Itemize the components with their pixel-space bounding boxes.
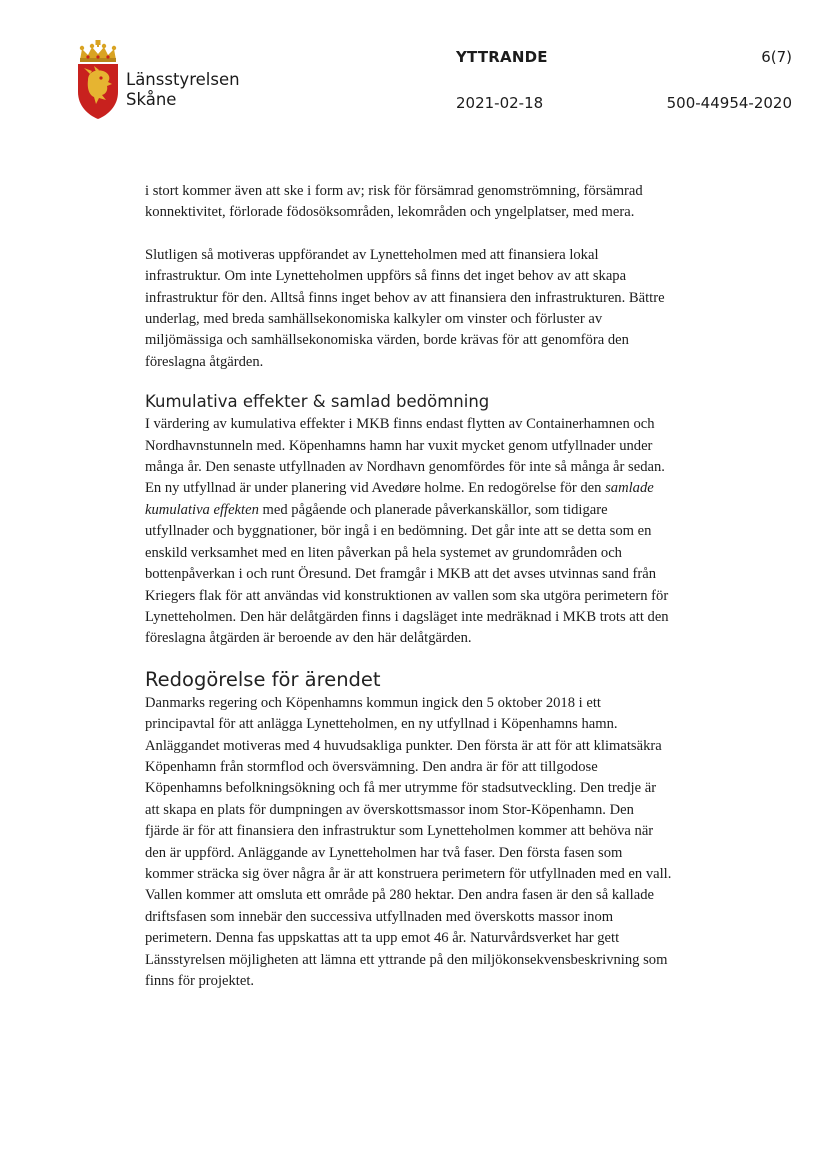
text-line: Köpenhamns befolkningsökning och få mer utrymme för stadsutveckling. Den tredje är [145, 780, 657, 797]
text-line: underlag, med breda samhällsekonomiska kalkyler om vinster och förluster av [145, 311, 603, 328]
text-line: driftsfasen som innebär den successiva utfyllnaden med överskotts massor inom [145, 908, 614, 925]
text-line: finns för projektet. [145, 973, 255, 989]
text-line: Slutligen så motiveras uppförandet av Lynetteholmen med att finansiera lokal [145, 246, 599, 263]
text-line: miljömässiga och samhällsekonomiska värden, borde krävas för att genomföra den [145, 332, 629, 349]
text-line: Nordhavnstunneln med. Köpenhamns hamn har vuxit mycket genom utfyllnader under [145, 437, 653, 454]
text-line: fjärde är för att finansiera den infrastruktur som Lynetteholmen kommer att behöva när [145, 823, 654, 840]
text-line: perimetern. Denna fas uppskattas att ta upp emot 46 år. Naturvårdsverket har gett [145, 930, 620, 947]
text-line-with-italic [145, 500, 705, 521]
text-line: konnektivitet, förlorade födosöksområden, lekområden och yngelplatser, med mera. [145, 204, 635, 221]
case-number: 500-44954-2020 [666, 94, 792, 112]
text-line: Lynetteholmen. Den här delåtgärden finns i dagsläget inte medräknad i MKB trots att den [145, 608, 669, 625]
text-line: Köpenhamn från stormflod och översvämning. Den andra är för att tillgodose [145, 758, 598, 775]
italic-text: kumulativa effekten [145, 501, 259, 518]
coat-of-arms-logo [74, 40, 122, 120]
text-line: föreslagna åtgärden. [145, 353, 264, 370]
text-line: Länsstyrelsen möjligheten att lämna ett yttrande på den miljökonsekvensbeskrivning som [145, 951, 668, 968]
text-line: principavtal för att anlägga Lynetteholmen, en ny utfyllnad i Köpenhamns hamn. [145, 716, 618, 733]
text-line: den är uppförd. Anläggande av Lynetteholmen har två faser. Den första fasen som [145, 844, 623, 861]
document-body [145, 181, 705, 992]
document-type: YTTRANDE [456, 48, 548, 66]
text-line: att skapa en plats för dumpningen av överskottsmassor inom Stor-Köpenhamn. Den [145, 801, 634, 818]
italic-text: samlade [605, 480, 654, 497]
text-line: I värdering av kumulativa effekter i MKB finns endast flytten av Containerhamnen och [145, 416, 655, 433]
text-line: Vallen kommer att omsluta ett område på 280 hektar. Den andra fasen är den så kallade [145, 887, 654, 904]
text-line: Anläggandet motiveras med 4 huvudsakliga punkter. Den första är att för att klimatsäkra [145, 737, 662, 754]
text-line: föreslagna åtgärden är beroende av den här delåtgärden. [145, 630, 472, 647]
text-line: Kriegers flak för att användas vid konstruktionen av vallen som ska utgöra perimetern för [145, 587, 669, 604]
paragraph-2 [145, 245, 705, 373]
text-line: infrastruktur för den. Alltså finns inget behov av att finansiera den infrastrukturen. Bättre [145, 289, 665, 306]
paragraph-1 [145, 181, 705, 224]
text-fragment: En ny utfyllnad är under planering vid Avedøre holme. En redogörelse för den [145, 480, 602, 497]
section-heading-redogorelse: Redogörelse för ärendet [145, 667, 381, 691]
org-name-line1: Länsstyrelsen [126, 70, 240, 89]
document-date: 2021-02-18 [456, 94, 544, 112]
text-line: många år. Den senaste utfyllnaden av Nordhavn genomfördes för inte så många år sedan. [145, 459, 665, 476]
text-line-with-italic [145, 478, 705, 499]
section-heading-kumulativa: Kumulativa effekter & samlad bedömning [145, 392, 490, 412]
text-line: infrastruktur. Om inte Lynetteholmen uppförs så finns det inget behov av att skapa [145, 268, 627, 285]
organization-name [126, 70, 240, 110]
text-line: i stort kommer även att ske i form av; risk för försämrad genomströmning, försämrad [145, 183, 643, 199]
page-number: 6(7) [761, 48, 792, 66]
text-line: enskild verksamhet med en liten påverkan på hela systemet av grundområden och [145, 544, 622, 561]
text-line: bottenpåverkan i och runt Öresund. Det framgår i MKB att det avses utvinnas sand från [145, 566, 657, 583]
paragraph-3 [145, 414, 705, 649]
org-name-line2: Skåne [126, 90, 177, 109]
text-line: Danmarks regering och Köpenhamns kommun ingick den 5 oktober 2018 i ett [145, 694, 601, 711]
text-line: kommer sträcka sig över några år är att konstruera perimetern för utfyllnaden med en vall. [145, 865, 672, 882]
text-line: utfyllnader och byggnationer, bör ingå i en bedömning. Det går inte att se detta som en [145, 523, 652, 540]
paragraph-4 [145, 693, 705, 993]
text-fragment: med pågående och planerade påverkanskällor, som tidigare [258, 501, 608, 518]
